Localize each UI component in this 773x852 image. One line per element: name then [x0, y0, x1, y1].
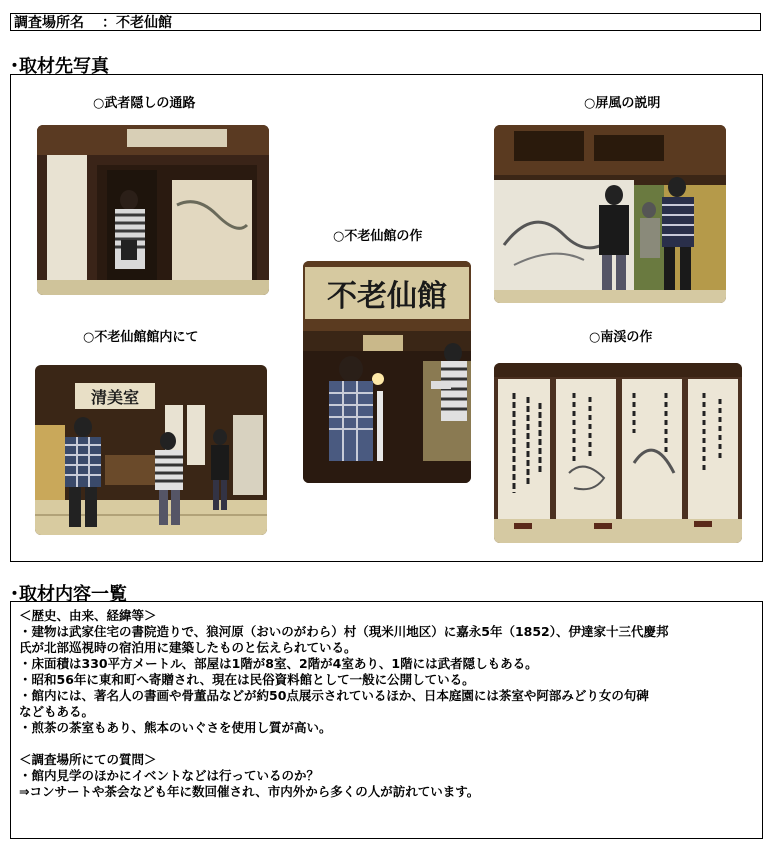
photos-section-title: ･取材先写真	[10, 56, 109, 77]
photos-frame	[10, 74, 763, 562]
qa-question: ・館内見学のほかにイベントなどは行っているのか？	[19, 768, 320, 783]
history-line: 氏が北部巡視時の宿泊用に建築したものと伝えられている。	[19, 640, 357, 655]
location-header	[10, 13, 761, 31]
content-box	[10, 601, 763, 839]
history-line: ・昭和56年に東和町へ寄贈され、現在は民俗資料館として一般に公開している。	[19, 672, 475, 687]
history-line: ・床面積は330平方メートル、部屋は1階が8室、2階が4室あり、1階には武者隠しもある。	[19, 656, 538, 671]
history-line: ・煎茶の茶室もあり、熊本のいぐさを使用し質が高い。	[19, 720, 332, 735]
caption-samurai-passage: ○武者隠しの通路	[93, 96, 196, 111]
history-line: などもある。	[19, 704, 95, 719]
photo-screen-explanation	[494, 125, 726, 303]
history-line: ・館内には、著名人の書画や骨董品などが約50点展示されているほか、日本庭園には茶室や阿部みどり女の句碑	[19, 688, 649, 703]
location-value: ：不老仙館	[102, 15, 172, 31]
caption-nankei-work: ○南渓の作	[589, 330, 653, 345]
caption-inside-hall: ○不老仙館館内にて	[83, 330, 199, 345]
location-label: 調査場所名	[14, 15, 84, 31]
photo-nankei-work	[494, 363, 742, 543]
history-heading: ＜歴史、由来、経緯等＞	[19, 608, 157, 623]
photo-samurai-passage	[37, 125, 269, 295]
plaque-furou-text: 不老仙館	[327, 279, 447, 314]
caption-furou-work: ○不老仙館の作	[333, 229, 423, 244]
history-line: ・建物は武家住宅の書院造りで、狼河原（おいのがわら）村（現米川地区）に嘉永5年（1852）、伊達家十三代慶邦	[19, 624, 669, 639]
photo-inside-hall	[35, 365, 267, 535]
content-section-title: ･取材内容一覧	[10, 584, 127, 605]
photo-furou-work	[303, 261, 471, 483]
spacer	[19, 736, 754, 752]
qa-answer: ⇒コンサートや茶会なども年に数回催され、市内外から多くの人が訪れています。	[19, 784, 480, 799]
caption-screen-explanation: ○屏風の説明	[584, 96, 661, 111]
plaque-seibi-text: 清美室	[90, 388, 140, 407]
qa-heading: ＜調査場所にての質問＞	[19, 752, 157, 767]
